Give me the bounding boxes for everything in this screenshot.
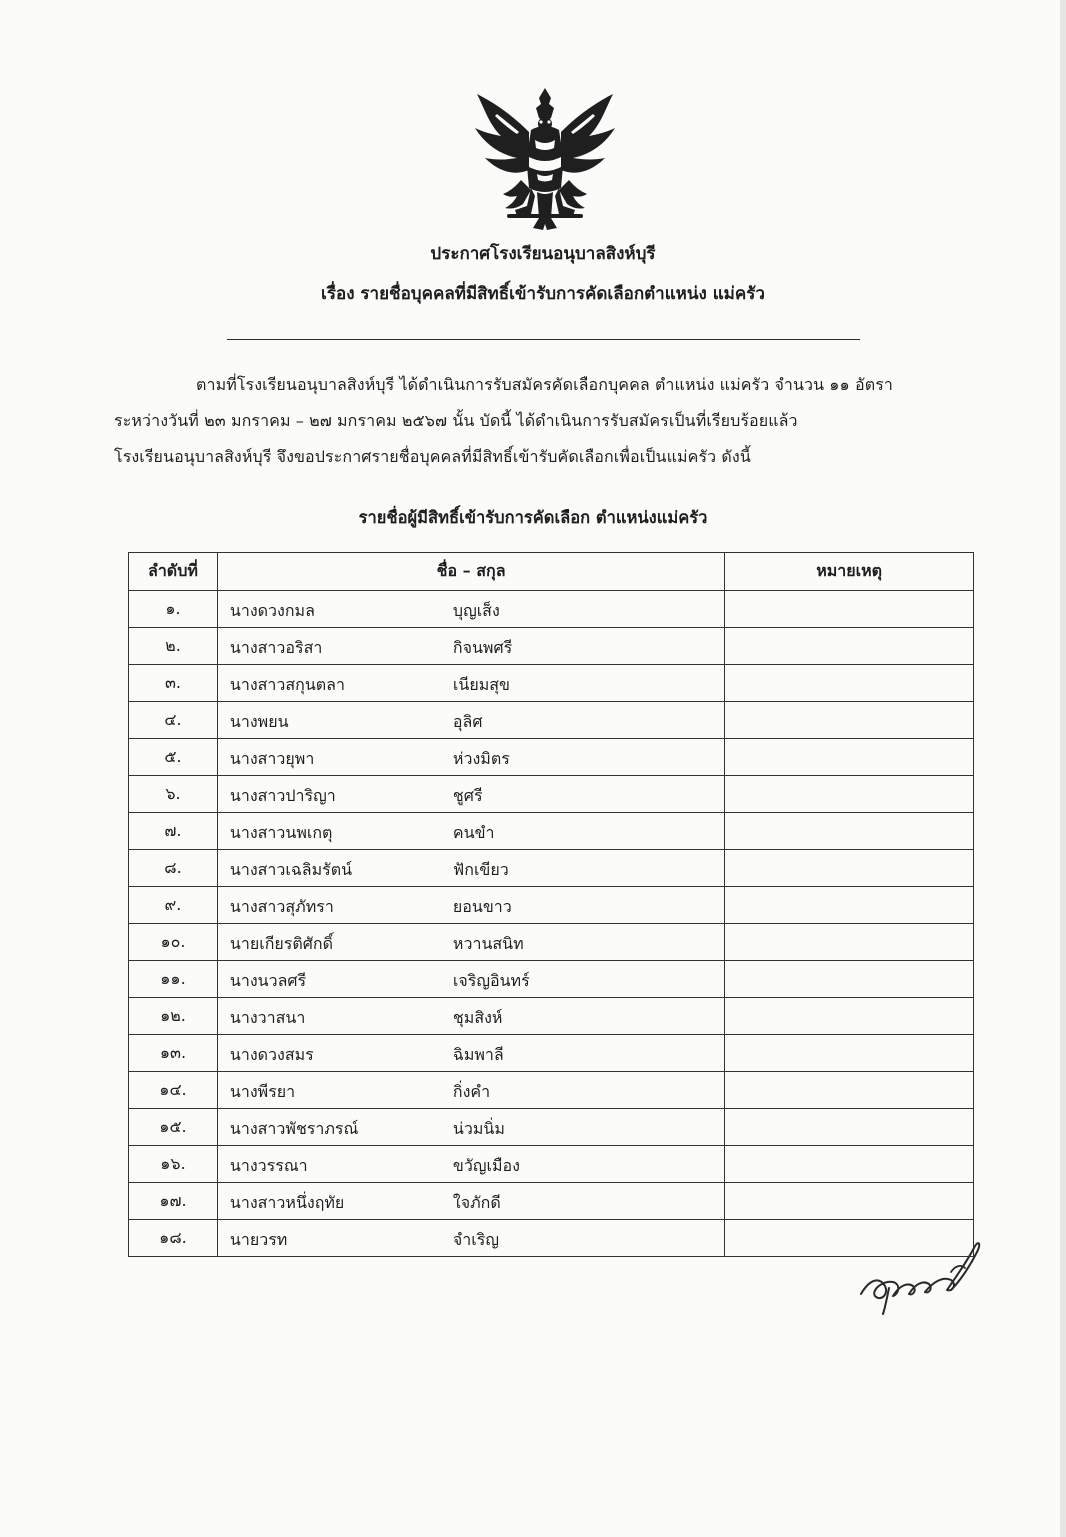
table-row: [129, 813, 974, 850]
row-surname: บุญเส็ง: [452, 601, 500, 620]
row-full-name: [217, 591, 724, 628]
row-full-name: [217, 628, 724, 665]
header-order: ลำดับที่: [129, 553, 218, 591]
row-given-name: นางสาวสกุนตลา: [229, 675, 345, 694]
row-full-name: [217, 702, 724, 739]
row-surname: ชูศรี: [452, 786, 483, 805]
row-given-name: นางวรรณา: [229, 1156, 308, 1175]
row-full-name: [217, 1109, 724, 1146]
row-given-name: นางดวงกมล: [229, 601, 315, 620]
row-full-name: [217, 961, 724, 998]
table-row: [129, 665, 974, 702]
row-remark: [725, 924, 974, 961]
row-surname: ขวัญเมือง: [452, 1156, 520, 1175]
row-order-number: ๑๐.: [129, 924, 218, 961]
body-paragraph-line-3: โรงเรียนอนุบาลสิงห์บุรี จึงขอประกาศรายชื่อบุคคลที่มีสิทธิ์เข้ารับคัดเลือกเพื่อเป็นแม่ครัว ดังนี้: [114, 447, 751, 466]
row-full-name: [217, 1183, 724, 1220]
row-order-number: ๘.: [129, 850, 218, 887]
row-surname: จำเริญ: [452, 1230, 499, 1249]
row-remark: [725, 1146, 974, 1183]
row-remark: [725, 850, 974, 887]
row-full-name: [217, 850, 724, 887]
row-surname: เนียมสุข: [452, 675, 510, 694]
garuda-emblem-icon: [471, 84, 619, 234]
row-full-name: [217, 924, 724, 961]
row-surname: ชุมสิงห์: [452, 1008, 503, 1027]
row-given-name: นางสาวหนึ่งฤทัย: [229, 1193, 345, 1212]
row-remark: [725, 1072, 974, 1109]
row-surname: หวานสนิท: [452, 934, 524, 953]
row-surname: ฉิมพาลี: [452, 1045, 504, 1064]
table-header-row: [129, 553, 974, 591]
row-given-name: นางสาวสุภัทรา: [229, 897, 334, 916]
row-remark: [725, 591, 974, 628]
row-surname: คนขำ: [452, 823, 495, 842]
table-row: [129, 1183, 974, 1220]
table-row: [129, 1146, 974, 1183]
table-row: [129, 887, 974, 924]
table-row: [129, 850, 974, 887]
body-paragraph-line-2: ระหว่างวันที่ ๒๓ มกราคม – ๒๗ มกราคม ๒๕๖๗ นั้น บัดนี้ ได้ดำเนินการรับสมัครเป็นที่เรียบร้อยแล้ว: [114, 411, 798, 430]
row-full-name: [217, 1220, 724, 1257]
table-row: [129, 961, 974, 998]
row-order-number: ๕.: [129, 739, 218, 776]
row-full-name: [217, 739, 724, 776]
row-order-number: ๒.: [129, 628, 218, 665]
row-remark: [725, 887, 974, 924]
table-row: [129, 739, 974, 776]
body-paragraph-line-1: ตามที่โรงเรียนอนุบาลสิงห์บุรี ได้ดำเนินการรับสมัครคัดเลือกบุคคล ตำแหน่ง แม่ครัว จำนวน ๑๑ อัตรา: [196, 375, 893, 394]
row-full-name: [217, 998, 724, 1035]
row-order-number: ๑๓.: [129, 1035, 218, 1072]
row-order-number: ๑๕.: [129, 1109, 218, 1146]
row-full-name: [217, 813, 724, 850]
row-remark: [725, 1035, 974, 1072]
row-remark: [725, 998, 974, 1035]
announcement-title: ประกาศโรงเรียนอนุบาลสิงห์บุรี: [430, 244, 656, 264]
row-given-name: นายวรท: [229, 1230, 288, 1249]
row-remark: [725, 628, 974, 665]
row-surname: ยอนขาว: [452, 897, 512, 916]
row-surname: เจริญอินทร์: [452, 971, 530, 990]
row-full-name: [217, 1072, 724, 1109]
divider-line: [227, 339, 860, 340]
row-order-number: ๙.: [129, 887, 218, 924]
row-surname: ใจภักดี: [452, 1193, 501, 1212]
row-given-name: นางนวลศรี: [229, 971, 307, 990]
table-row: [129, 628, 974, 665]
row-order-number: ๑๗.: [129, 1183, 218, 1220]
table-row: [129, 776, 974, 813]
table-row: [129, 702, 974, 739]
row-order-number: ๑๖.: [129, 1146, 218, 1183]
header-remark: หมายเหตุ: [725, 553, 974, 591]
row-remark: [725, 739, 974, 776]
row-given-name: นางพีรยา: [229, 1082, 296, 1101]
list-title: รายชื่อผู้มีสิทธิ์เข้ารับการคัดเลือก ตำแหน่งแม่ครัว: [358, 508, 708, 527]
row-remark: [725, 665, 974, 702]
row-given-name: นางสาวนพเกตุ: [229, 823, 333, 842]
row-given-name: นางพยน: [229, 712, 289, 731]
row-order-number: ๑.: [129, 591, 218, 628]
row-remark: [725, 776, 974, 813]
announcement-subject: เรื่อง รายชื่อบุคคลที่มีสิทธิ์เข้ารับการคัดเลือกตำแหน่ง แม่ครัว: [321, 284, 765, 304]
table-row: [129, 1109, 974, 1146]
row-surname: ห่วงมิตร: [452, 749, 510, 768]
row-full-name: [217, 665, 724, 702]
row-surname: ฟักเขียว: [452, 860, 509, 879]
row-remark: [725, 702, 974, 739]
table-row: [129, 998, 974, 1035]
row-order-number: ๓.: [129, 665, 218, 702]
header-name: ชื่อ – สกุล: [217, 553, 724, 591]
row-order-number: ๑๒.: [129, 998, 218, 1035]
row-remark: [725, 1183, 974, 1220]
row-full-name: [217, 887, 724, 924]
row-surname: กิ่งคำ: [452, 1082, 491, 1101]
candidate-table: [128, 552, 974, 1257]
row-surname: อุลิศ: [452, 712, 483, 731]
row-full-name: [217, 776, 724, 813]
row-given-name: นางสาวยุพา: [229, 749, 315, 768]
row-given-name: นางสาวอริสา: [229, 638, 323, 657]
row-given-name: นางดวงสมร: [229, 1045, 314, 1064]
row-given-name: นางสาวพัชราภรณ์: [229, 1119, 359, 1138]
row-full-name: [217, 1035, 724, 1072]
row-surname: น่วมนิ่ม: [452, 1119, 505, 1138]
table-body: [129, 591, 974, 1257]
table-row: [129, 1035, 974, 1072]
row-remark: [725, 1109, 974, 1146]
row-order-number: ๑๔.: [129, 1072, 218, 1109]
row-order-number: ๖.: [129, 776, 218, 813]
table-row: [129, 1220, 974, 1257]
row-order-number: ๗.: [129, 813, 218, 850]
row-order-number: ๑๘.: [129, 1220, 218, 1257]
row-order-number: ๔.: [129, 702, 218, 739]
row-surname: กิจนพศรี: [452, 638, 513, 657]
row-given-name: นางสาวปาริญา: [229, 786, 336, 805]
table-row: [129, 924, 974, 961]
handwritten-signature: [855, 1232, 985, 1317]
row-given-name: นางสาวเฉลิมรัตน์: [229, 860, 353, 879]
row-remark: [725, 813, 974, 850]
table-row: [129, 591, 974, 628]
row-full-name: [217, 1146, 724, 1183]
table-row: [129, 1072, 974, 1109]
row-given-name: นายเกียรติศักดิ์: [229, 934, 333, 953]
row-order-number: ๑๑.: [129, 961, 218, 998]
row-given-name: นางวาสนา: [229, 1008, 306, 1027]
row-remark: [725, 961, 974, 998]
